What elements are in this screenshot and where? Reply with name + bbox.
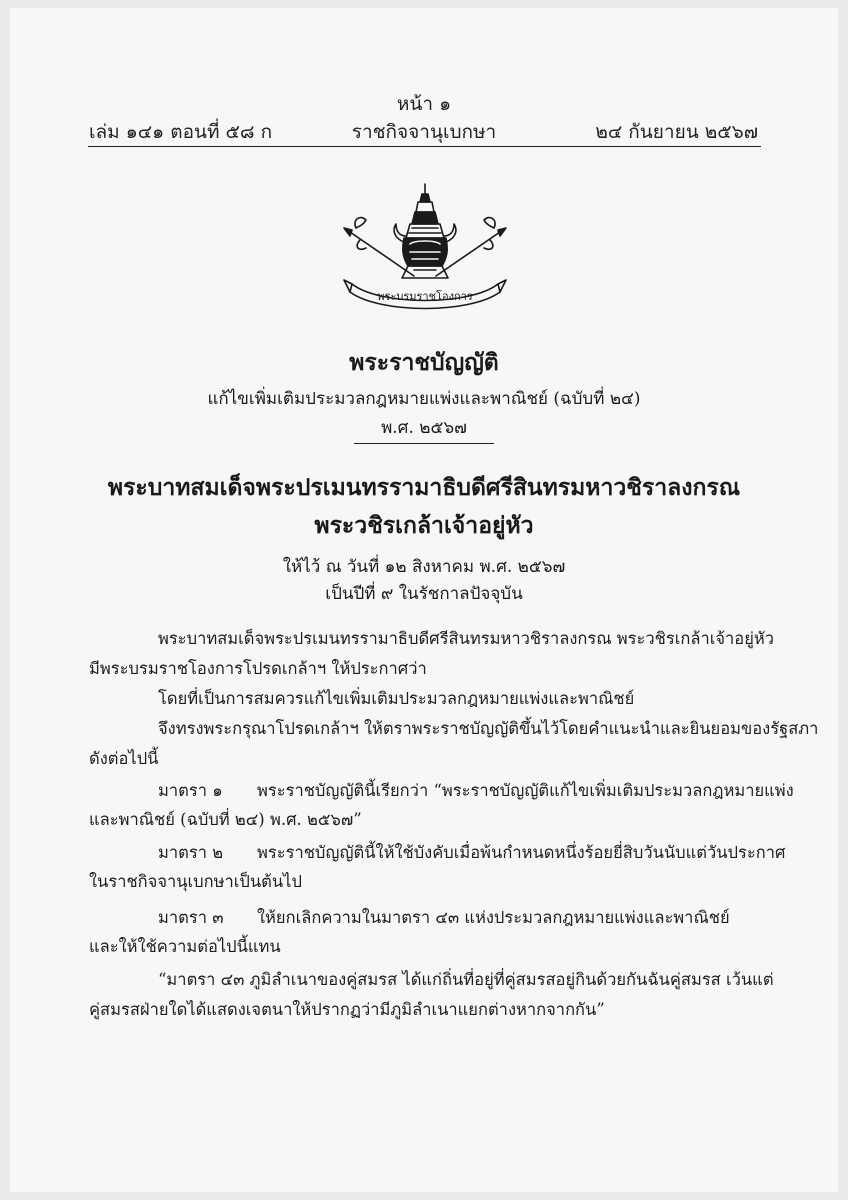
- preamble-line2: มีพระบรมราชโองการโปรดเกล้าฯ ให้ประกาศว่า: [89, 659, 427, 678]
- section-3-line1: ให้ยกเลิกความในมาตรา ๔๓ แห่งประมวลกฎหมายแพ่งและพาณิชย์: [257, 908, 730, 927]
- section-2-line1: พระราชบัญญัตินี้ให้ใช้บังคับเมื่อพ้นกำหนดหนึ่งร้อยยี่สิบวันนับแต่วันประกาศ: [257, 843, 786, 862]
- section-3-line2: และให้ใช้ความต่อไปนี้แทน: [89, 937, 281, 956]
- given-date: ให้ไว้ ณ วันที่ ๑๒ สิงหาคม พ.ศ. ๒๕๖๗: [282, 557, 566, 577]
- title-rule: [354, 443, 494, 444]
- king-name-line1: พระบาทสมเด็จพระปรเมนทรรามาธิบดีศรีสินทรมหาวชิราลงกรณ: [107, 474, 741, 501]
- enactment-line2: ดังต่อไปนี้: [89, 749, 159, 768]
- publication-date: ๒๔ กันยายน ๒๕๖๗: [595, 121, 758, 143]
- document-title: พระราชบัญญัติ: [349, 349, 499, 376]
- section-1-line1: พระราชบัญญัตินี้เรียกว่า “พระราชบัญญัติแก้ไขเพิ่มเติมประมวลกฎหมายแพ่ง: [257, 781, 794, 800]
- preamble-line1: พระบาทสมเด็จพระปรเมนทรรามาธิบดีศรีสินทรมหาวชิราลงกรณ พระวชิรเกล้าเจ้าอยู่หัว: [158, 629, 775, 648]
- quoted-section-line1: “มาตรา ๔๓ ภูมิลำเนาของคู่สมรส ได้แก่ถิ่นที่อยู่ที่คู่สมรสอยู่กินด้วยกันฉันคู่สมรส เว้นแต่: [158, 970, 774, 989]
- rationale: โดยที่เป็นการสมควรแก้ไขเพิ่มเติมประมวลกฎหมายแพ่งและพาณิชย์: [158, 689, 635, 708]
- enactment-line1: จึงทรงพระกรุณาโปรดเกล้าฯ ให้ตราพระราชบัญญัติขึ้นไว้โดยคำแนะนำและยินยอมของรัฐสภา: [158, 719, 819, 738]
- section-3-label: มาตรา ๓: [158, 908, 224, 927]
- reign-year: เป็นปีที่ ๙ ในรัชกาลปัจจุบัน: [325, 584, 523, 604]
- royal-emblem-icon: [330, 180, 520, 310]
- emblem-ribbon-text: พระบรมราชโองการ: [377, 290, 473, 303]
- page-number: หน้า ๑: [396, 93, 452, 115]
- section-1-label: มาตรา ๑: [158, 781, 223, 800]
- gazette-name: ราชกิจจานุเบกษา: [351, 121, 497, 143]
- volume-issue: เล่ม ๑๔๑ ตอนที่ ๕๘ ก: [89, 121, 273, 143]
- header-rule: [88, 146, 761, 147]
- section-2-line2: ในราชกิจจานุเบกษาเป็นต้นไป: [89, 872, 302, 891]
- document-year: พ.ศ. ๒๕๖๗: [381, 418, 467, 438]
- king-name-line2: พระวชิรเกล้าเจ้าอยู่หัว: [314, 512, 534, 539]
- section-1-line2: และพาณิชย์ (ฉบับที่ ๒๔) พ.ศ. ๒๕๖๗”: [89, 810, 362, 829]
- quoted-section-line2: คู่สมรสฝ่ายใดได้แสดงเจตนาให้ปรากฏว่ามีภูมิลำเนาแยกต่างหากจากกัน”: [89, 1000, 605, 1019]
- document-subtitle: แก้ไขเพิ่มเติมประมวลกฎหมายแพ่งและพาณิชย์ (ฉบับที่ ๒๔): [207, 389, 641, 409]
- section-2-label: มาตรา ๒: [158, 843, 224, 862]
